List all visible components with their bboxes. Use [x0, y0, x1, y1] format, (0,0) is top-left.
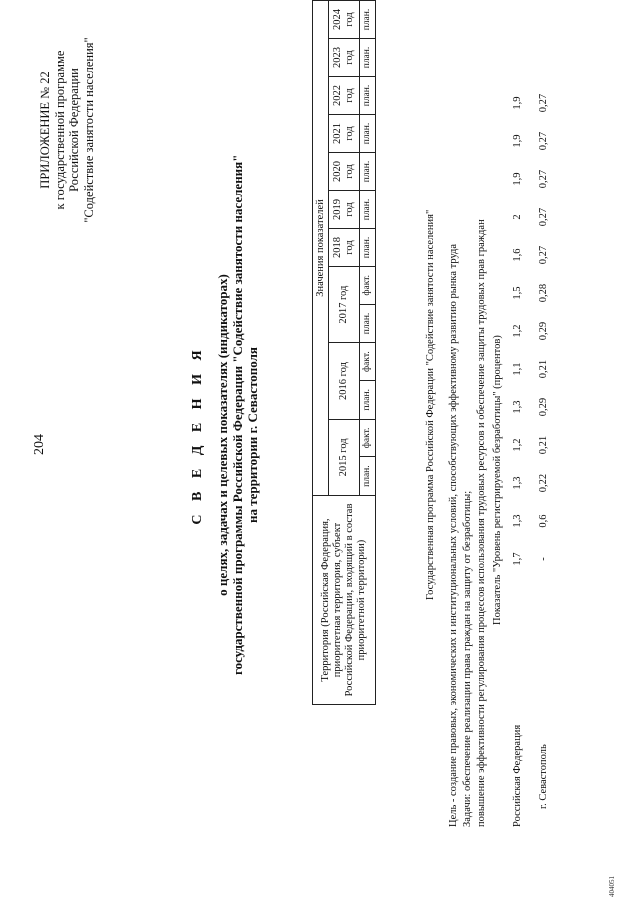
- subheader-plan: план.: [359, 115, 375, 153]
- cell-value: 1,6: [512, 248, 523, 262]
- appendix-line: Российской Федерации: [67, 68, 81, 192]
- heading-line: государственной программы Российской Федерации "Содействие занятости населения": [230, 154, 245, 675]
- subheader-plan: план.: [359, 77, 375, 115]
- goal-line: Цель - создание правовых, экономических и институциональных условий, способствующих эффективному развитию рынка труда: [448, 243, 459, 827]
- subheader-fact: факт.: [359, 419, 375, 457]
- row-label-sevastopol: г. Севастополь: [538, 744, 549, 809]
- cell-value: 1,9: [512, 96, 523, 110]
- indicator-line: Показатель "Уровень регистрируемой безработицы" (процентов): [492, 335, 503, 625]
- subheader-plan: план.: [359, 304, 375, 343]
- year-header-2022: 2022 год: [329, 77, 360, 115]
- appendix-title: ПРИЛОЖЕНИЕ № 22: [38, 71, 52, 189]
- subheader-fact: факт.: [359, 343, 375, 381]
- cell-value: 0,27: [538, 169, 549, 189]
- tasks-line: Задачи: обеспечение реализации права граждан на защиту от безработицы;: [462, 490, 473, 827]
- document-stamp: 404051: [608, 876, 616, 897]
- subheader-plan: план.: [359, 191, 375, 229]
- values-header: Значения показателей: [313, 1, 329, 496]
- subheader-plan: план.: [359, 39, 375, 77]
- page-number: 204: [32, 434, 47, 455]
- cell-value: 0,27: [538, 131, 549, 151]
- cell-value: 0,27: [538, 207, 549, 227]
- cell-value: 0,27: [538, 245, 549, 265]
- cell-value: 0,29: [538, 397, 549, 417]
- subheader-plan: план.: [359, 229, 375, 267]
- cell-value: 1,1: [512, 362, 523, 376]
- appendix-line: "Содействие занятости населения": [81, 37, 96, 223]
- cell-value: 1,3: [512, 400, 523, 414]
- subheader-fact: факт.: [359, 267, 375, 305]
- subheader-plan: план.: [359, 380, 375, 419]
- cell-value: 0,21: [538, 359, 549, 379]
- cell-value: 2: [512, 214, 523, 220]
- appendix-line: к государственной программе: [52, 50, 67, 210]
- cell-value: 1,3: [512, 514, 523, 528]
- year-header-2017: 2017 год: [329, 267, 360, 343]
- territory-header: Территория (Российская Федерация, приоритетная территория, субъект Российской Федерации, входящий в состав приоритетной территории): [313, 496, 376, 705]
- year-header-2024: 2024 год: [329, 1, 360, 39]
- cell-value: -: [538, 557, 549, 561]
- cell-value: 1,2: [512, 324, 523, 338]
- document-heading: [190, 154, 260, 675]
- cell-value: 1,5: [512, 286, 523, 300]
- cell-value: 1,2: [512, 438, 523, 452]
- cell-value: 1,9: [512, 172, 523, 186]
- subheader-plan: план.: [359, 457, 375, 496]
- cell-value: 1,7: [512, 552, 523, 566]
- year-header-2023: 2023 год: [329, 39, 360, 77]
- row-label-rf: Российская Федерация: [512, 724, 523, 827]
- cell-value: 0,6: [538, 514, 549, 528]
- cell-value: 0,29: [538, 321, 549, 341]
- cell-value: 0,22: [538, 473, 549, 493]
- year-header-2021: 2021 год: [329, 115, 360, 153]
- tasks-line-2: повышение эффективности регулирования процессов использования трудовых ресурсов и обеспечение защиты трудовых прав граждан: [476, 219, 487, 827]
- subheader-plan: план.: [359, 1, 375, 39]
- cell-value: 0,28: [538, 283, 549, 303]
- cell-value: 1,3: [512, 476, 523, 490]
- appendix-block: [38, 15, 96, 245]
- year-header-2016: 2016 год: [329, 343, 360, 419]
- heading-line: о целях, задачах и целевых показателях (индикаторах): [215, 274, 230, 596]
- heading-line: на территории г. Севастополя: [245, 347, 260, 523]
- year-header-2015: 2015 год: [329, 419, 360, 495]
- year-header-2019: 2019 год: [329, 191, 360, 229]
- subheader-plan: план.: [359, 153, 375, 191]
- cell-value: 0,21: [538, 435, 549, 455]
- heading-title: С В Е Д Е Н И Я: [190, 345, 205, 525]
- indicators-table-header: [312, 0, 376, 705]
- year-header-2018: 2018 год: [329, 229, 360, 267]
- cell-value: 0,27: [538, 93, 549, 113]
- program-line: Государственная программа Российской Федерации "Содействие занятости населения": [425, 209, 436, 600]
- year-header-2020: 2020 год: [329, 153, 360, 191]
- cell-value: 1,9: [512, 134, 523, 148]
